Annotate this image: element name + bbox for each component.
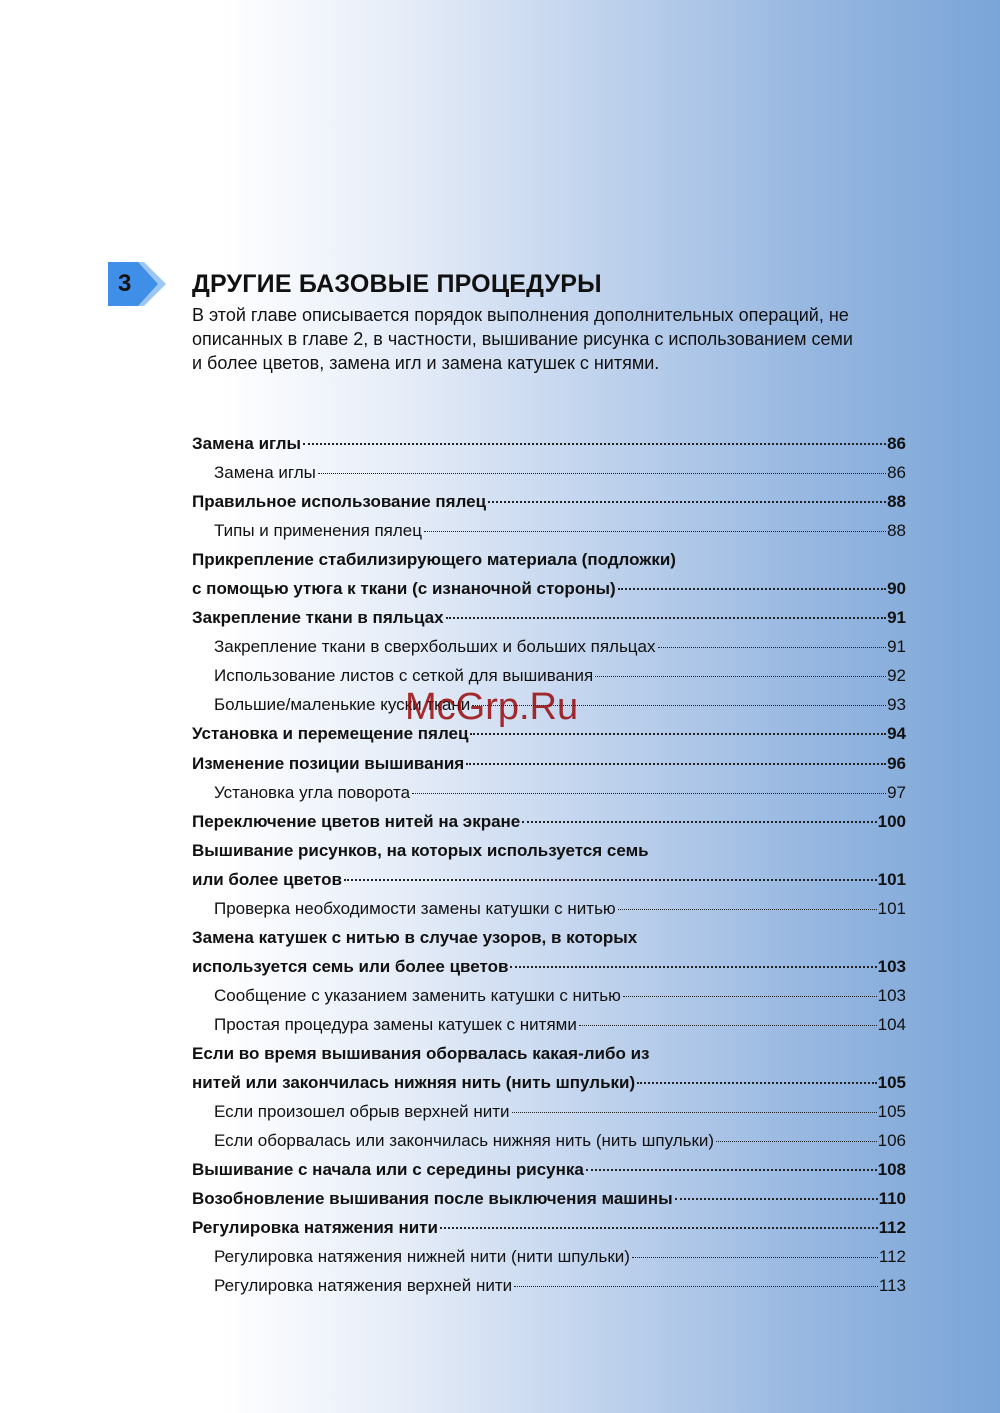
toc-page-number: 88 [887, 492, 906, 512]
toc-entry[interactable] [192, 749, 906, 778]
toc-page-number: 103 [877, 985, 906, 1005]
toc-dot-leader [514, 1286, 878, 1287]
toc-page-number: 96 [887, 753, 906, 773]
toc-entry[interactable] [192, 1010, 906, 1039]
toc-entry[interactable] [192, 981, 906, 1010]
toc-page-number: 92 [887, 666, 906, 686]
toc-dot-leader [318, 473, 886, 474]
toc-entry-title: Возобновление вышивания после выключения машины [192, 1189, 673, 1209]
toc-page-number: 105 [877, 1073, 906, 1093]
toc-entry-title: Прикрепление стабилизирующего материала (подложки) [192, 550, 676, 570]
toc-entry[interactable] [192, 836, 906, 865]
toc-page-number: 88 [887, 521, 906, 541]
toc-page-number: 105 [877, 1102, 906, 1122]
toc-entry[interactable] [192, 952, 906, 981]
toc-entry[interactable] [192, 807, 906, 836]
toc-entry[interactable] [192, 894, 906, 923]
toc-entry[interactable] [192, 603, 906, 632]
toc-entry-title: нитей или закончилась нижняя нить (нить шпульки) [192, 1073, 636, 1093]
toc-page-number: 93 [887, 695, 906, 715]
toc-entry-title: Если произошел обрыв верхней нити [214, 1102, 510, 1122]
toc-entry-title: Замена катушек с нитью в случае узоров, в которых [192, 927, 638, 947]
toc-entry[interactable] [192, 778, 906, 807]
toc-entry-title: Установка и перемещение пялец [192, 724, 469, 744]
toc-entry-title: Если оборвалась или закончилась нижняя нить (нить шпульки) [214, 1131, 715, 1151]
toc-page-number: 86 [887, 463, 906, 483]
toc-page-number: 91 [887, 608, 906, 628]
watermark: McGrp.Ru [405, 686, 579, 728]
toc-dot-leader [512, 1112, 877, 1113]
toc-page-number: 90 [887, 579, 906, 599]
toc-entry-title: Типы и применения пялец [214, 521, 422, 541]
toc-entry-title: Проверка необходимости замены катушки с нитью [214, 898, 616, 918]
toc-dot-leader [716, 1141, 877, 1142]
toc-entry-title: используется семь или более цветов [192, 956, 509, 976]
toc-entry-title: или более цветов [192, 869, 342, 889]
toc-page-number: 103 [877, 956, 906, 976]
chapter-number-badge [108, 262, 168, 306]
toc-entry-title: Замена иглы [214, 463, 316, 483]
toc-entry-title: Вышивание рисунков, на которых используется семь [192, 840, 649, 860]
toc-page-number: 106 [877, 1131, 906, 1151]
toc-dot-leader [579, 1025, 877, 1026]
chapter-description [192, 303, 922, 375]
toc-page-number: 112 [878, 1247, 906, 1267]
toc-entry[interactable] [192, 1271, 906, 1300]
toc-dot-leader [470, 733, 886, 735]
toc-dot-leader [303, 443, 886, 445]
toc-entry[interactable] [192, 574, 906, 603]
toc-dot-leader [618, 909, 877, 910]
toc-page-number: 113 [878, 1276, 906, 1296]
toc-entry-title: Регулировка натяжения верхней нити [214, 1276, 513, 1296]
toc-entry-title: Сообщение с указанием заменить катушки с нитью [214, 985, 621, 1005]
toc-dot-leader [412, 793, 886, 794]
toc-entry[interactable] [192, 1097, 906, 1126]
toc-entry-title: Простая процедура замены катушек с нитями [214, 1014, 577, 1034]
toc-entry-title: Правильное использование пялец [192, 492, 487, 512]
toc-entry[interactable] [192, 1213, 906, 1242]
chapter-title: ДРУГИЕ БАЗОВЫЕ ПРОЦЕДУРЫ [192, 270, 602, 298]
toc-page-number: 101 [877, 869, 906, 889]
toc-dot-leader [675, 1198, 878, 1200]
chapter-number: 3 [118, 270, 132, 297]
toc-entry[interactable] [192, 865, 906, 894]
toc-page-number: 91 [887, 637, 906, 657]
toc-entry-title: Переключение цветов нитей на экране [192, 811, 521, 831]
toc-entry-title: Регулировка натяжения нижней нити (нити шпульки) [214, 1247, 630, 1267]
toc-entry-title: Установка угла поворота [214, 782, 411, 802]
toc-page-number: 97 [887, 782, 906, 802]
toc-dot-leader [618, 588, 886, 590]
toc-entry-title: Замена иглы [192, 434, 302, 453]
description-line: В этой главе описывается порядок выполнения дополнительных операций, не [192, 305, 849, 325]
toc-page-number: 94 [887, 724, 906, 744]
toc-dot-leader [488, 501, 886, 503]
toc-page-number: 112 [878, 1218, 906, 1238]
toc-entry-title: Использование листов с сеткой для вышивания [214, 666, 594, 686]
toc-entry[interactable] [192, 923, 906, 952]
toc-dot-leader [510, 966, 876, 968]
toc-entry-title: Изменение позиции вышивания [192, 753, 465, 773]
toc-dot-leader [586, 1169, 877, 1171]
toc-entry[interactable] [192, 1184, 906, 1213]
toc-page-number: 100 [877, 811, 906, 831]
toc-dot-leader [658, 647, 887, 648]
toc-entry[interactable] [192, 487, 906, 516]
chapter-arrow-icon [108, 262, 168, 306]
toc-entry-title: Закрепление ткани в сверхбольших и больших пяльцах [214, 637, 656, 657]
toc-dot-leader [623, 996, 877, 997]
toc-dot-leader [440, 1227, 878, 1229]
toc-entry-title: Регулировка натяжения нити [192, 1218, 438, 1238]
toc-page-number: 86 [887, 434, 906, 453]
toc-entry-title: Закрепление ткани в пяльцах [192, 608, 444, 628]
toc-dot-leader [595, 676, 886, 677]
table-of-contents [192, 429, 906, 1300]
toc-dot-leader [637, 1082, 876, 1084]
toc-page-number: 104 [877, 1014, 906, 1034]
toc-dot-leader [466, 763, 886, 765]
toc-entry[interactable] [192, 429, 906, 458]
toc-page-number: 108 [877, 1160, 906, 1180]
toc-page-number: 110 [878, 1189, 906, 1209]
toc-entry-title: Вышивание с начала или с середины рисунка [192, 1160, 584, 1180]
toc-dot-leader [522, 821, 876, 823]
toc-entry[interactable] [192, 1242, 906, 1271]
toc-entry[interactable] [192, 1155, 906, 1184]
toc-dot-leader [344, 879, 877, 881]
toc-dot-leader [446, 617, 887, 619]
toc-entry-title: Большие/маленькие куски ткани [214, 695, 471, 715]
toc-entry-title: Если во время вышивания оборвалась какая-либо из [192, 1043, 650, 1063]
toc-dot-leader [424, 531, 886, 532]
toc-dot-leader [632, 1257, 878, 1258]
toc-entry[interactable] [192, 458, 906, 487]
toc-entry[interactable] [192, 1126, 906, 1155]
description-line: и более цветов, замена игл и замена катушек с нитями. [192, 353, 660, 373]
description-line: описанных в главе 2, в частности, вышивание рисунка с использованием семи [192, 329, 853, 349]
toc-entry-title: с помощью утюга к ткани (с изнаночной стороны) [192, 579, 616, 599]
toc-entry[interactable] [192, 545, 906, 574]
toc-entry[interactable] [192, 1068, 906, 1097]
toc-entry[interactable] [192, 632, 906, 661]
toc-entry[interactable] [192, 1039, 906, 1068]
toc-page-number: 101 [877, 898, 906, 918]
toc-entry[interactable] [192, 516, 906, 545]
